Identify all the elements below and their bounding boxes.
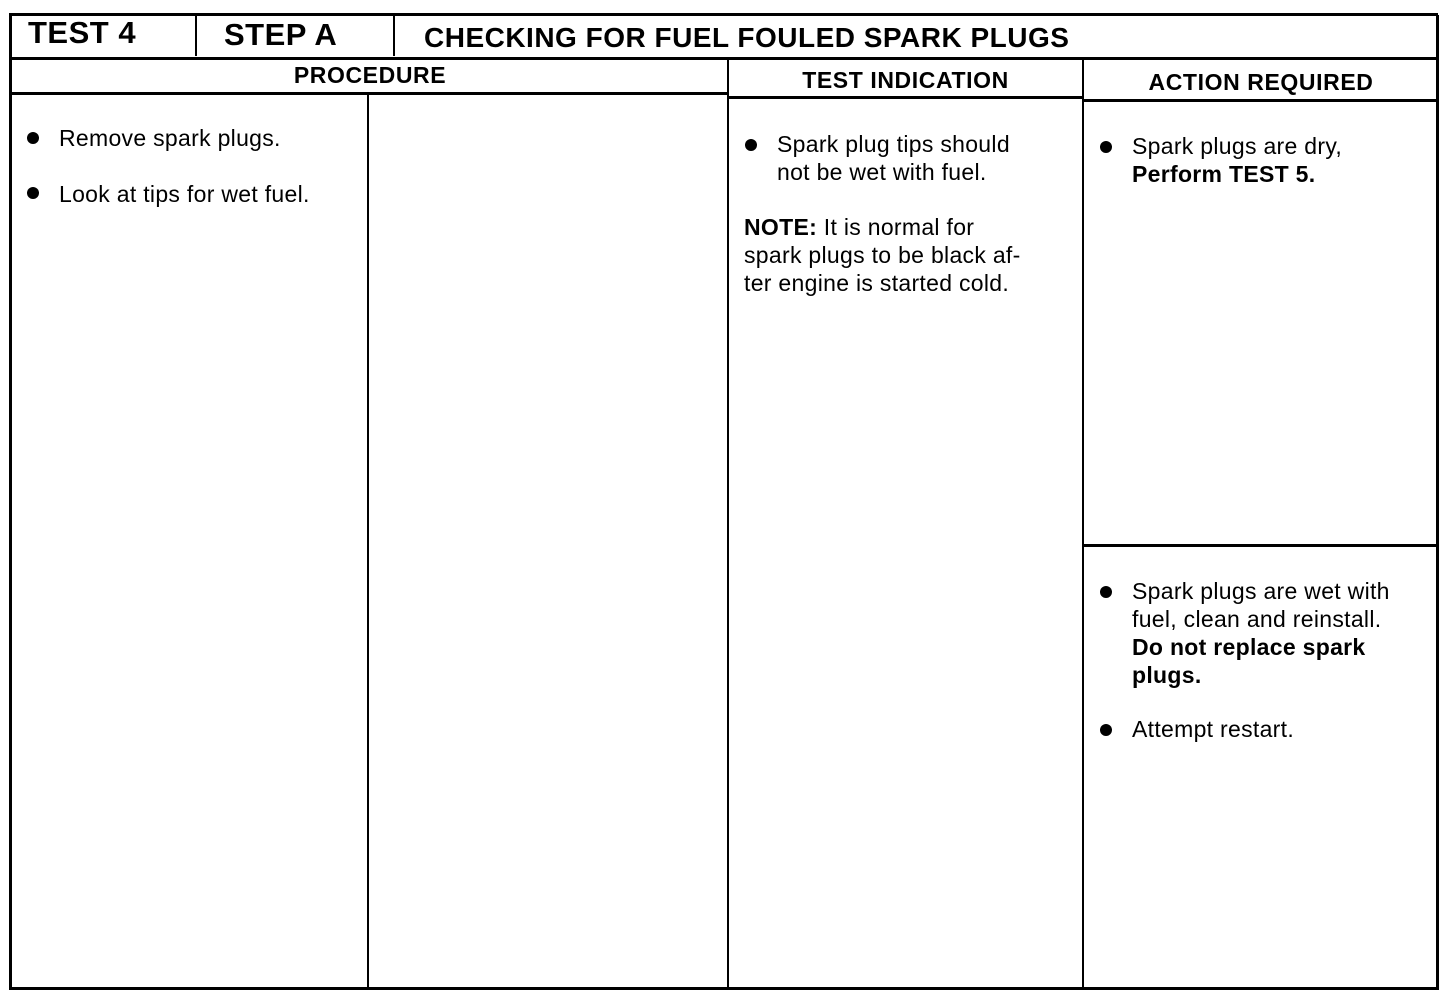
indication-text bbox=[777, 130, 1010, 186]
procedure-inner-divider bbox=[367, 94, 369, 988]
note-label: NOTE: bbox=[744, 214, 818, 240]
test-label: TEST 4 bbox=[28, 15, 137, 50]
bullet-icon bbox=[1100, 724, 1112, 736]
frame-bottom bbox=[9, 987, 1439, 990]
header-bottom-rule bbox=[10, 57, 1438, 60]
note-block bbox=[744, 213, 1021, 297]
action-wet-warning: Do not replace spark bbox=[1132, 634, 1366, 660]
note-line: spark plugs to be black af- bbox=[744, 242, 1021, 268]
colhdr-rule-action bbox=[1083, 99, 1438, 102]
action-wet-text bbox=[1132, 577, 1390, 689]
action-wet-line: Spark plugs are wet with bbox=[1132, 578, 1390, 604]
step-label: STEP A bbox=[224, 17, 338, 52]
action-dry-text bbox=[1132, 132, 1342, 188]
action-restart: Attempt restart. bbox=[1132, 716, 1295, 742]
action-required-header: ACTION REQUIRED bbox=[1148, 69, 1374, 95]
procedure-header: PROCEDURE bbox=[293, 62, 447, 88]
frame-left bbox=[9, 13, 12, 990]
colhdr-divider-indication bbox=[1082, 59, 1084, 989]
test-indication-header: TEST INDICATION bbox=[802, 67, 1009, 93]
colhdr-divider-procedure bbox=[727, 59, 729, 989]
indication-line: not be wet with fuel. bbox=[777, 159, 987, 185]
frame-top bbox=[10, 13, 1438, 16]
action-dry-instruction: Perform TEST 5. bbox=[1132, 161, 1316, 187]
note-first-line bbox=[744, 213, 1021, 241]
indication-line: Spark plug tips should bbox=[777, 131, 1010, 157]
action-dry-line: Spark plugs are dry, bbox=[1132, 133, 1343, 159]
header-divider-2 bbox=[393, 14, 395, 56]
colhdr-rule-procedure bbox=[10, 92, 729, 95]
action-split-rule bbox=[1083, 544, 1438, 547]
procedure-item: Look at tips for wet fuel. bbox=[59, 181, 310, 207]
action-wet-warning: plugs. bbox=[1132, 662, 1202, 688]
procedure-item: Remove spark plugs. bbox=[59, 125, 281, 151]
bullet-icon bbox=[1100, 586, 1112, 598]
colhdr-rule-indication bbox=[728, 96, 1083, 99]
note-line: ter engine is started cold. bbox=[744, 270, 1010, 296]
action-wet-line: fuel, clean and reinstall. bbox=[1132, 606, 1382, 632]
bullet-icon bbox=[745, 139, 757, 151]
note-line: It is normal for bbox=[823, 214, 975, 240]
bullet-icon bbox=[1100, 141, 1112, 153]
frame-right bbox=[1436, 15, 1439, 990]
header-divider-1 bbox=[195, 14, 197, 56]
bullet-icon bbox=[27, 132, 39, 144]
page-title: CHECKING FOR FUEL FOULED SPARK PLUGS bbox=[424, 22, 1070, 53]
bullet-icon bbox=[27, 187, 39, 199]
